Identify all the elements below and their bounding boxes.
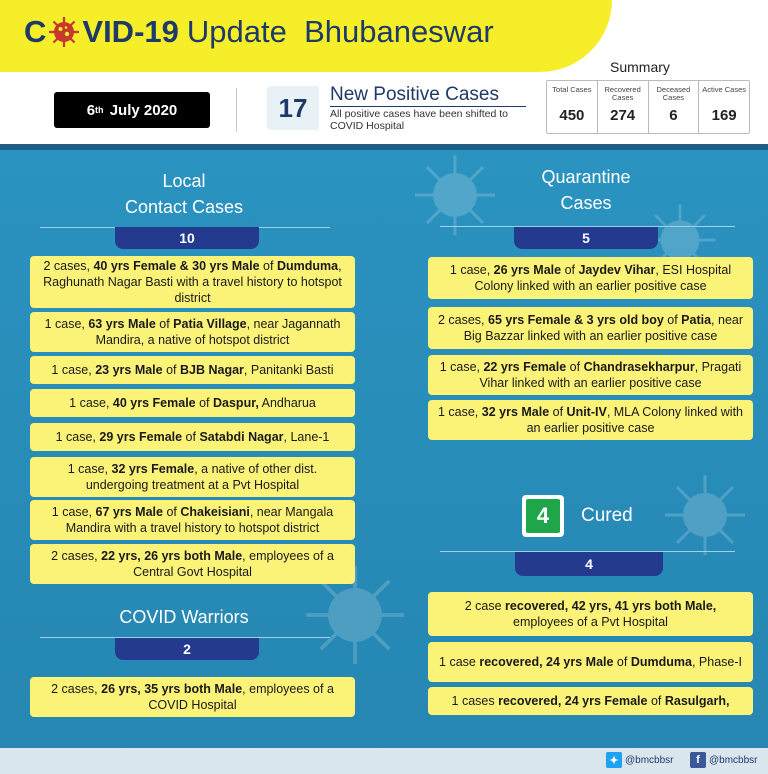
case-text-plain: of bbox=[155, 317, 174, 331]
case-text bbox=[69, 395, 316, 411]
quarantine-title-line2: Cases bbox=[560, 193, 612, 213]
case-text bbox=[434, 262, 747, 294]
case-text-plain: of bbox=[162, 505, 181, 519]
case-text-plain: 2 cases, bbox=[43, 259, 94, 273]
case-text-bold: recovered, 24 yrs Female bbox=[498, 694, 648, 708]
case-text-plain: 1 case, bbox=[51, 505, 96, 519]
case-text-bold: 29 yrs Female bbox=[99, 430, 183, 444]
summary-recovered bbox=[598, 81, 649, 133]
case-text-bold: Unit-IV bbox=[566, 405, 607, 419]
case-text-plain: 2 cases, bbox=[437, 313, 488, 327]
case-text-plain: 1 case bbox=[439, 655, 480, 669]
local-title-line2: Contact Cases bbox=[124, 197, 244, 217]
case-text-plain: of bbox=[561, 263, 579, 277]
title-c: C bbox=[24, 14, 47, 49]
case-text bbox=[434, 598, 747, 630]
case-text-plain: , Phase-I bbox=[691, 655, 742, 669]
case-text-plain: 1 case, bbox=[44, 317, 89, 331]
case-text-bold: Jaydev Vihar bbox=[578, 263, 656, 277]
case-text-plain: 1 case, bbox=[67, 462, 112, 476]
summary-active bbox=[699, 81, 749, 133]
twitter-label: @bmcbbsr bbox=[625, 754, 674, 766]
page-title bbox=[24, 14, 494, 50]
case-text-bold: 32 yrs Female bbox=[111, 462, 195, 476]
date-suffix: th bbox=[95, 105, 104, 115]
summary-label: Recovered Cases bbox=[604, 85, 641, 102]
cured-case-card bbox=[428, 642, 753, 682]
case-text-bold: 26 yrs, 35 yrs both Male bbox=[101, 682, 243, 696]
header bbox=[0, 0, 768, 146]
case-text-bold: 40 yrs Female & 30 yrs Male bbox=[93, 259, 260, 273]
quarantine-title-line1: Quarantine bbox=[541, 167, 631, 187]
case-text-plain: 2 cases, bbox=[51, 549, 102, 563]
case-text-bold: 22 yrs Female bbox=[483, 360, 567, 374]
summary-label: Deceased Cases bbox=[656, 85, 691, 102]
case-text-plain: 1 cases bbox=[451, 694, 499, 708]
case-text-plain: , a native of other dist. undergoing treatment at a Pvt Hospital bbox=[85, 462, 318, 492]
cured-label: Cured bbox=[581, 505, 633, 526]
cured-case-card bbox=[428, 592, 753, 636]
case-text-plain: , MLA Colony linked with an earlier positive case bbox=[526, 405, 744, 435]
case-text-plain: of bbox=[259, 259, 277, 273]
summary-value: 169 bbox=[711, 107, 737, 124]
summary-value: 274 bbox=[610, 107, 636, 124]
case-text-bold: Dumduma bbox=[630, 655, 692, 669]
date-day: 6 bbox=[86, 101, 96, 119]
case-text-bold: Patia Village bbox=[173, 317, 247, 331]
case-text-plain: , Panitanki Basti bbox=[243, 363, 334, 377]
quarantine-case-card bbox=[428, 355, 753, 395]
local-case-card bbox=[30, 544, 355, 584]
case-text-bold: Satabdi Nagar bbox=[199, 430, 284, 444]
cured-icon bbox=[522, 495, 564, 537]
new-cases-title: New Positive Cases bbox=[330, 84, 499, 105]
local-case-card bbox=[30, 423, 355, 451]
quarantine-count: 5 bbox=[514, 227, 658, 249]
cured-count: 4 bbox=[515, 552, 663, 576]
new-cases-underline bbox=[330, 106, 526, 107]
case-text-bold: BJB Nagar bbox=[180, 363, 244, 377]
date-badge bbox=[54, 92, 210, 128]
case-text-bold: 23 yrs Male bbox=[95, 363, 163, 377]
date-month-year: July 2020 bbox=[109, 101, 178, 119]
case-text bbox=[434, 404, 747, 436]
summary-label: Total Cases bbox=[552, 85, 592, 94]
case-text-plain: Andharua bbox=[258, 396, 316, 410]
local-case-card bbox=[30, 312, 355, 352]
case-text bbox=[36, 258, 349, 306]
case-text-bold: Chakeisiani bbox=[180, 505, 250, 519]
case-text bbox=[434, 359, 747, 391]
case-text-bold: Patia bbox=[681, 313, 712, 327]
summary-deceased bbox=[649, 81, 700, 133]
cured-icon-value: 4 bbox=[526, 499, 560, 533]
case-text bbox=[452, 693, 730, 709]
case-text-plain: , ESI Hospital Colony linked with an earlier positive case bbox=[474, 263, 732, 293]
quarantine-section-title bbox=[486, 164, 686, 216]
case-text-plain: of bbox=[647, 694, 665, 708]
summary-value: 6 bbox=[669, 107, 678, 124]
case-text-plain: , Raghunath Nagar Basti with a travel history to hotspot district bbox=[43, 259, 342, 305]
title-update: Update Bhubaneswar bbox=[186, 14, 494, 49]
case-text-plain: of bbox=[566, 360, 584, 374]
case-text-plain: of bbox=[549, 405, 567, 419]
case-text-plain: of bbox=[613, 655, 631, 669]
case-text-plain: of bbox=[162, 363, 180, 377]
quarantine-case-card bbox=[428, 400, 753, 440]
summary-title: Summary bbox=[610, 59, 670, 75]
case-text-plain: of bbox=[182, 430, 200, 444]
header-divider bbox=[236, 88, 237, 132]
case-text bbox=[434, 312, 747, 344]
case-text-plain: , employees of a Central Govt Hospital bbox=[133, 549, 334, 579]
header-band bbox=[0, 144, 768, 150]
case-text bbox=[56, 429, 330, 445]
warriors-title: COVID Warriors bbox=[119, 607, 249, 627]
case-text-plain: , near Mangala Mandira with a travel history to hotspot district bbox=[65, 505, 334, 535]
summary-total bbox=[547, 81, 598, 133]
case-text-plain: , Lane-1 bbox=[283, 430, 330, 444]
case-text bbox=[36, 504, 349, 536]
quarantine-case-card bbox=[428, 307, 753, 349]
new-cases-count: 17 bbox=[267, 86, 319, 130]
case-text-bold: 40 yrs Female bbox=[112, 396, 196, 410]
virus-decoration-icon bbox=[660, 470, 750, 560]
case-text bbox=[36, 461, 349, 493]
local-title-line1: Local bbox=[162, 171, 206, 191]
case-text-bold: 65 yrs Female & 3 yrs old boy bbox=[488, 313, 664, 327]
case-text-plain: , near Jagannath Mandira, a native of hotspot district bbox=[95, 317, 341, 347]
case-text-plain: , employees of a COVID Hospital bbox=[148, 682, 334, 712]
case-text-plain: 1 case, bbox=[437, 405, 482, 419]
case-text-bold: recovered, 42 yrs, 41 yrs both Male, bbox=[505, 599, 717, 613]
case-text bbox=[36, 681, 349, 713]
case-text-bold: Chandrasekharpur bbox=[583, 360, 695, 374]
case-text-plain: 1 case, bbox=[55, 430, 100, 444]
case-text-bold: 26 yrs Male bbox=[493, 263, 562, 277]
case-text-bold: 63 yrs Male bbox=[88, 317, 156, 331]
facebook-icon: f bbox=[690, 752, 706, 768]
case-text-plain: 1 case, bbox=[439, 360, 484, 374]
twitter-handle[interactable] bbox=[606, 752, 674, 768]
facebook-handle[interactable] bbox=[690, 752, 758, 768]
case-text-plain: of bbox=[663, 313, 682, 327]
case-text-plain: 2 case bbox=[464, 599, 506, 613]
twitter-icon: ✦ bbox=[606, 752, 622, 768]
local-count: 10 bbox=[115, 227, 259, 249]
facebook-label: @bmcbbsr bbox=[709, 754, 758, 766]
case-text bbox=[439, 654, 742, 670]
local-section-title bbox=[84, 168, 284, 220]
local-case-card bbox=[30, 457, 355, 497]
summary-value: 450 bbox=[559, 107, 585, 124]
case-text-plain: , near Big Bazzar linked with an earlier positive case bbox=[463, 313, 744, 343]
case-text-plain: employees of a Pvt Hospital bbox=[513, 615, 668, 629]
case-text-bold: Rasulgarh, bbox=[664, 694, 730, 708]
cured-case-card bbox=[428, 687, 753, 715]
new-cases-note: All positive cases have been shifted to COVID Hospital bbox=[330, 108, 509, 132]
case-text bbox=[36, 548, 349, 580]
warriors-count: 2 bbox=[115, 638, 259, 660]
case-text-plain: 1 case, bbox=[51, 363, 96, 377]
title-covid: VID-19 bbox=[82, 14, 179, 49]
case-text bbox=[51, 362, 333, 378]
case-text-plain: 2 cases, bbox=[51, 682, 102, 696]
summary-table bbox=[546, 80, 750, 134]
case-text-bold: 22 yrs, 26 yrs both Male bbox=[101, 549, 243, 563]
case-text bbox=[36, 316, 349, 348]
case-text-plain: of bbox=[195, 396, 213, 410]
case-text-plain: 1 case, bbox=[69, 396, 113, 410]
case-text-bold: Daspur, bbox=[213, 396, 259, 410]
local-case-card bbox=[30, 256, 355, 308]
case-text-plain: , Pragati Vihar linked with an earlier positive case bbox=[479, 360, 742, 390]
summary-label: Active Cases bbox=[702, 85, 747, 94]
virus-icon bbox=[47, 15, 81, 49]
local-case-card bbox=[30, 356, 355, 384]
case-text-bold: Dumduma bbox=[276, 259, 339, 273]
case-text-bold: 32 yrs Male bbox=[481, 405, 550, 419]
case-text-bold: 67 yrs Male bbox=[95, 505, 163, 519]
quarantine-case-card bbox=[428, 257, 753, 299]
warrior-case-card bbox=[30, 677, 355, 717]
case-text-plain: 1 case, bbox=[449, 263, 494, 277]
case-text-bold: recovered, 24 yrs Male bbox=[479, 655, 614, 669]
local-case-card bbox=[30, 500, 355, 540]
local-case-card bbox=[30, 389, 355, 417]
